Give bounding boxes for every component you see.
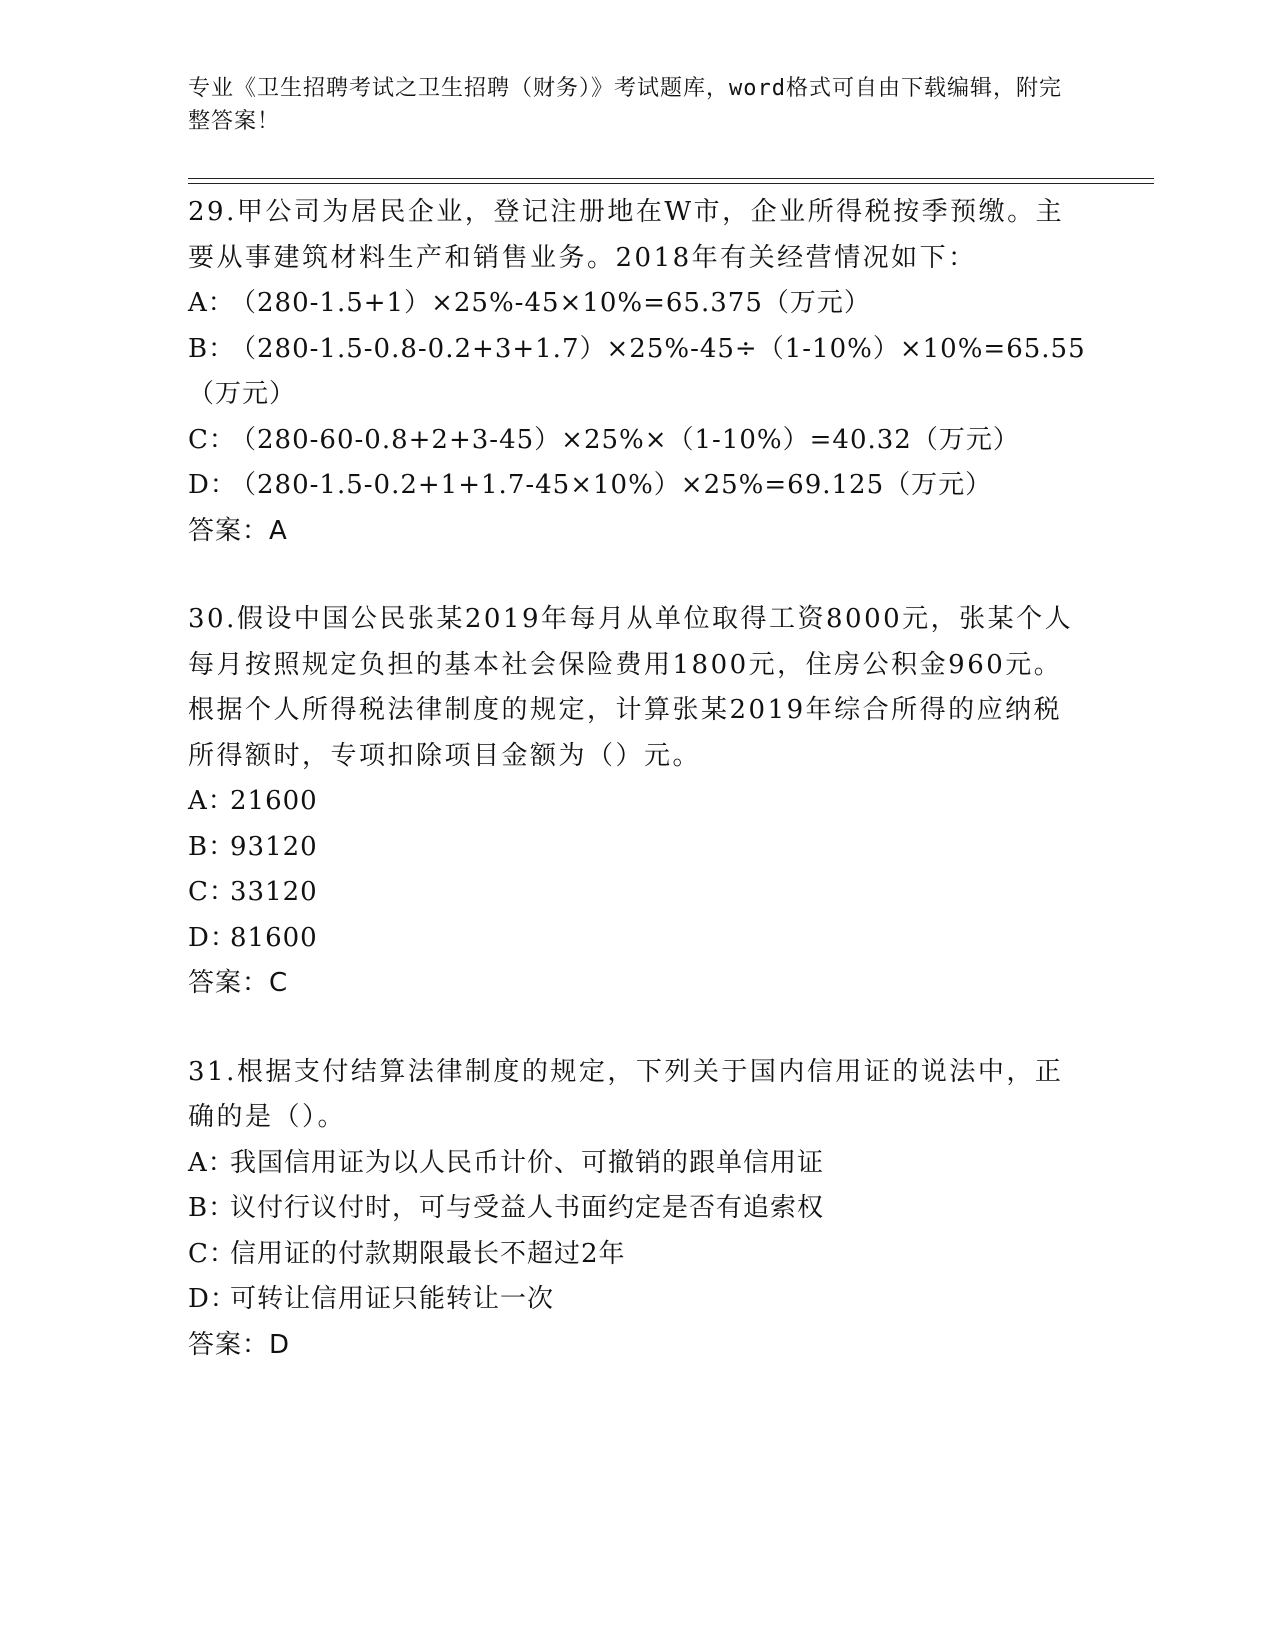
- option-text: 可转让信用证只能转让一次: [230, 1284, 555, 1314]
- document-header: 专业《卫生招聘考试之卫生招聘（财务）》考试题库，word格式可自由下载编辑，附完整答案！: [188, 76, 1062, 134]
- option-key: A：: [188, 1147, 235, 1178]
- option-text: 93120: [230, 831, 318, 862]
- header-divider-top: [188, 178, 1154, 179]
- option-d: [188, 916, 1088, 962]
- question-text: 29.甲公司为居民企业，登记注册地在W市，企业所得税按季预缴。主要从事建筑材料生产和销售业务。2018年有关经营情况如下：: [188, 197, 1065, 273]
- option-b: [188, 327, 1088, 418]
- option-text: （280-1.5-0.8-0.2+3+1.7）×25%-45÷（1-10%）×10%=65.55（万元）: [188, 333, 1086, 409]
- option-a: [188, 779, 1088, 825]
- question-31: [188, 1050, 1088, 1369]
- option-key: A：: [188, 288, 235, 318]
- option-key: D：: [188, 1284, 237, 1314]
- option-key: D：: [188, 922, 237, 953]
- option-d: [188, 463, 1088, 509]
- option-c: [188, 418, 1088, 464]
- question-30: [188, 597, 1088, 1007]
- option-text: 我国信用证为以人民币计价、可撤销的跟单信用证: [230, 1147, 825, 1178]
- option-text: （280-1.5-0.2+1+1.7-45×10%）×25%=69.125（万元）: [230, 470, 993, 500]
- answer-line: 答案：D: [188, 1329, 291, 1360]
- option-text: 信用证的付款期限最长不超过2年: [230, 1238, 626, 1269]
- option-b: [188, 825, 1088, 871]
- option-text: 21600: [230, 786, 318, 816]
- question-29: [188, 190, 1088, 554]
- option-text: （280-60-0.8+2+3-45）×25%×（1-10%）=40.32（万元）: [230, 424, 1020, 455]
- option-key: B：: [188, 333, 236, 364]
- header-divider-bottom: [188, 183, 1154, 184]
- option-key: C：: [188, 877, 236, 907]
- option-a: [188, 281, 1088, 327]
- option-key: B：: [188, 831, 236, 862]
- option-c: [188, 1232, 1088, 1278]
- question-text: 31.根据支付结算法律制度的规定，下列关于国内信用证的说法中，正确的是（）。: [188, 1056, 1064, 1132]
- option-d: [188, 1277, 1088, 1323]
- option-text: 议付行议付时，可与受益人书面约定是否有追索权: [230, 1193, 825, 1223]
- option-key: D：: [188, 470, 237, 500]
- answer-line: 答案：A: [188, 515, 288, 546]
- option-text: 81600: [230, 922, 318, 953]
- question-text: 30.假设中国公民张某2019年每月从单位取得工资8000元，张某个人每月按照规定负担的基本社会保险费用1800元，住房公积金960元。根据个人所得税法律制度的规定，计算张某2019年综合所得的应纳税所得额时，专项扣除项目金额为（）元。: [188, 604, 1074, 771]
- option-text: 33120: [230, 877, 318, 907]
- option-b: [188, 1186, 1088, 1232]
- option-key: C：: [188, 1238, 236, 1269]
- option-a: [188, 1141, 1088, 1187]
- option-text: （280-1.5+1）×25%-45×10%=65.375（万元）: [230, 288, 871, 318]
- option-key: B：: [188, 1193, 236, 1223]
- option-c: [188, 870, 1088, 916]
- question-list: [188, 190, 1088, 1411]
- option-key: A：: [188, 786, 235, 816]
- answer-line: 答案：C: [188, 968, 289, 998]
- option-key: C：: [188, 424, 236, 455]
